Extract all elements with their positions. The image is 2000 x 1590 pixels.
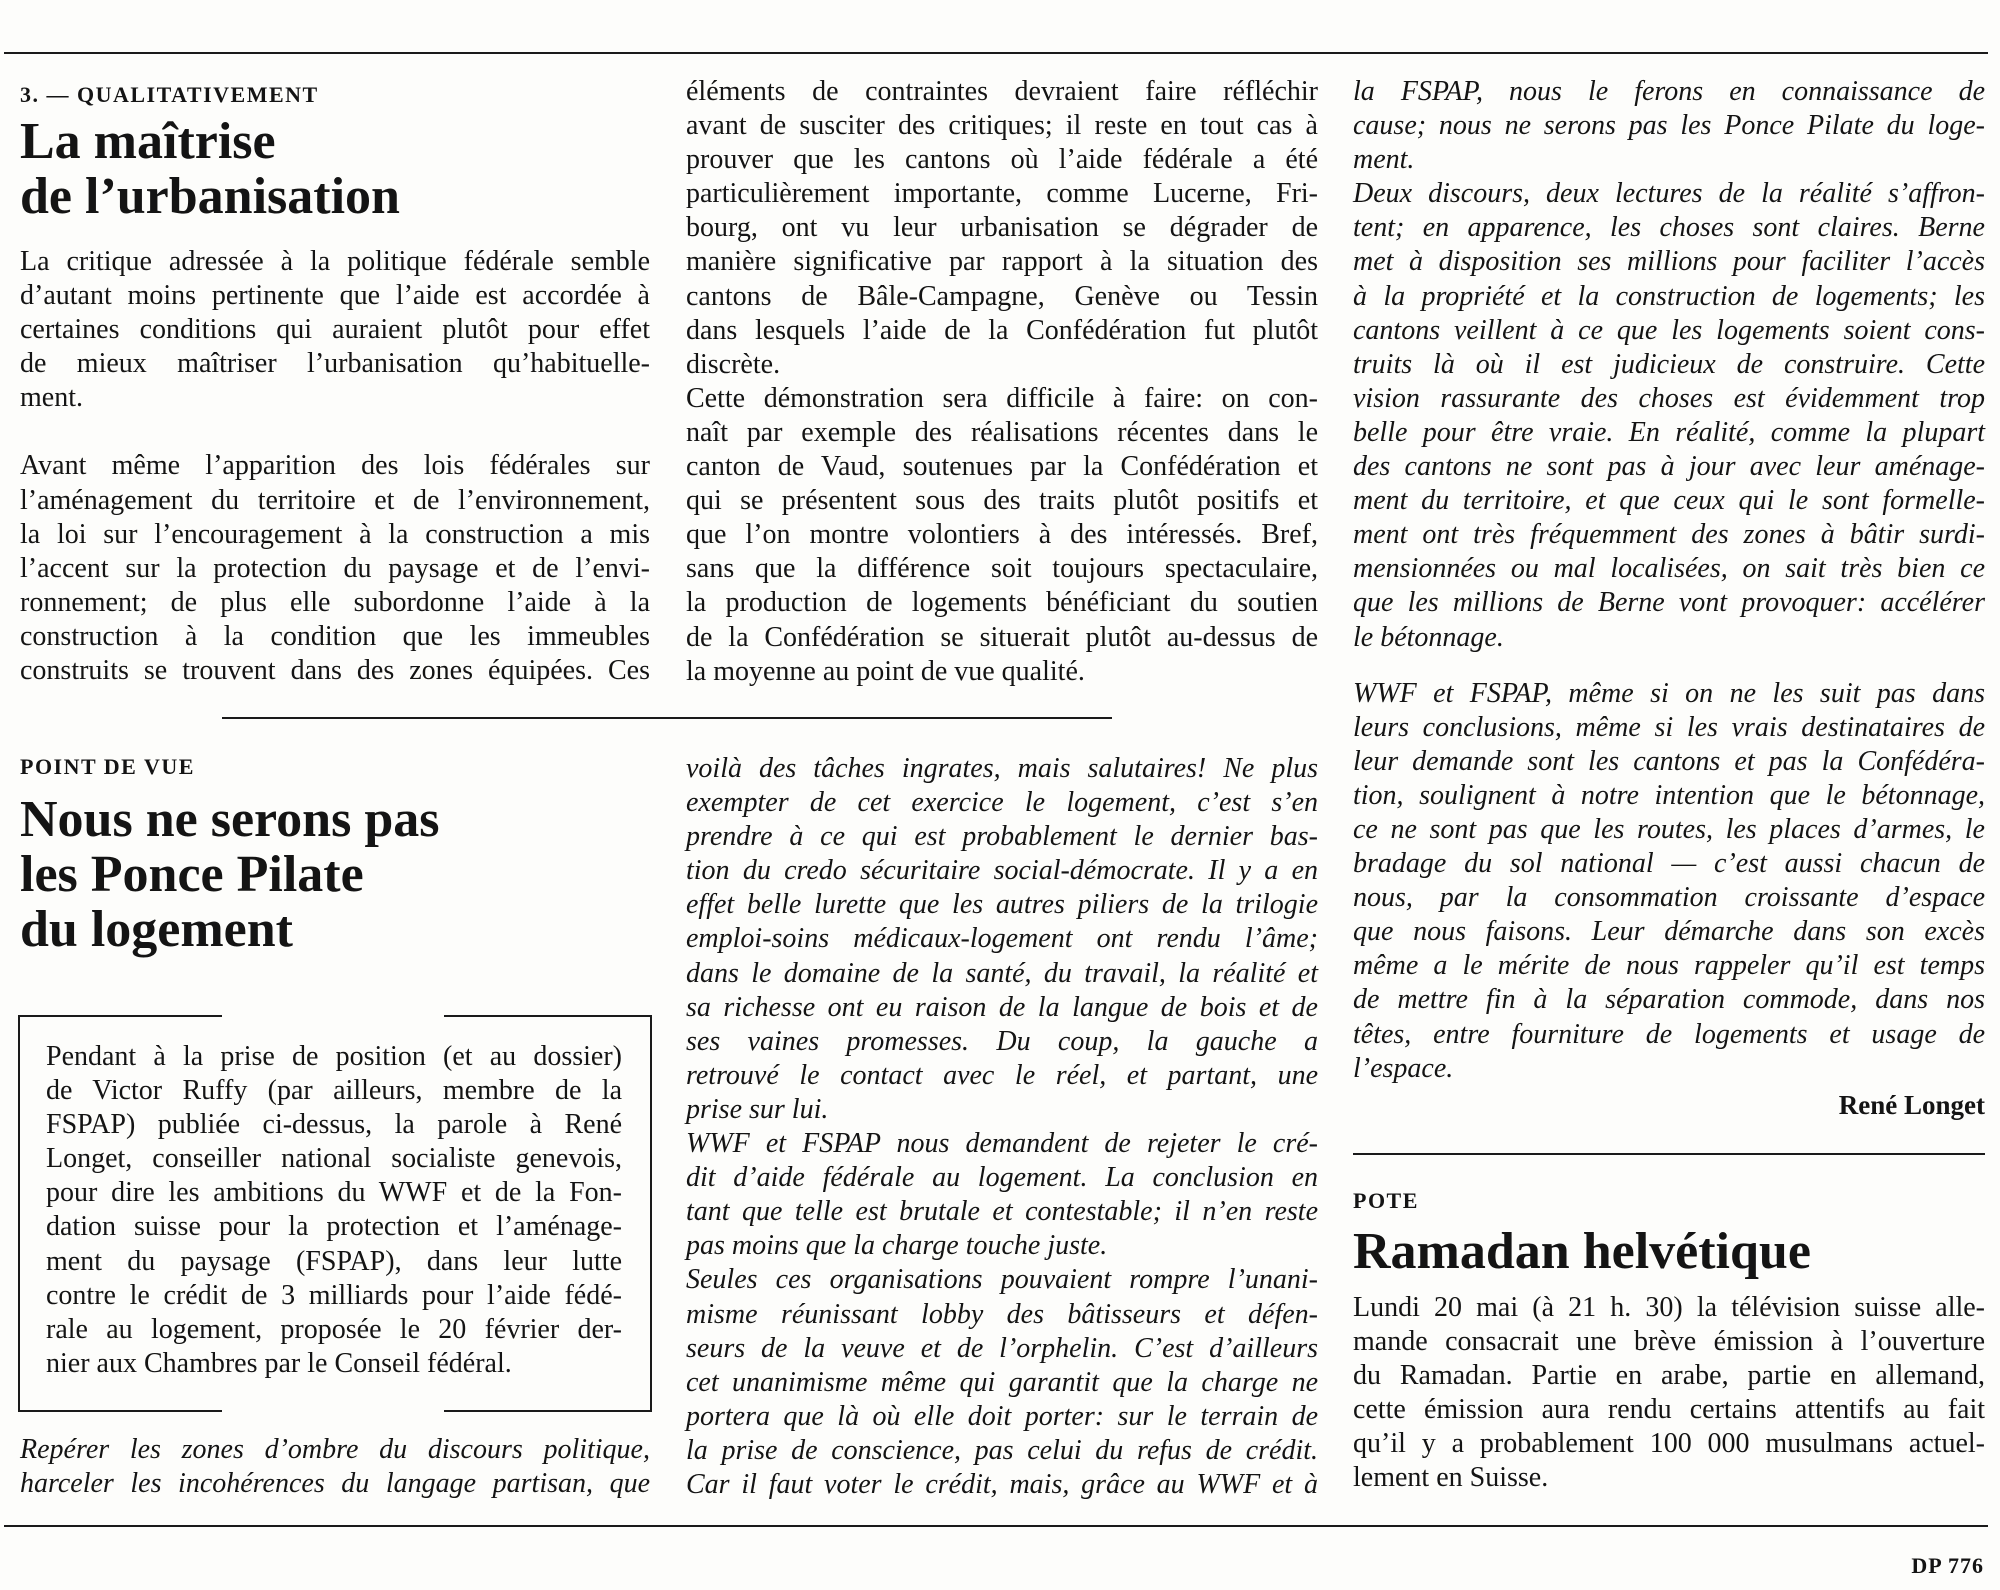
line: que l’on montre volontiers à des intéressés. Bref, [686, 519, 1318, 551]
line: bradage du sol national — c’est aussi chacun de [1353, 848, 1985, 880]
line: WWF et FSPAP nous demandent de rejeter le cré- [686, 1128, 1318, 1160]
line: de mieux maîtriser l’urbanisation qu’habituelle- [20, 348, 650, 380]
line: harceler les incohérences du langage partisan, que [20, 1468, 650, 1500]
line: effet belle lurette que les autres piliers de la trilogie [686, 889, 1318, 921]
line: cause; nous ne serons pas les Ponce Pilate du loge- [1353, 110, 1985, 142]
line: qui se présentent sous des traits plutôt positifs et [686, 485, 1318, 517]
line: ment ont très fréquemment des zones à bâtir surdi- [1353, 519, 1985, 551]
line: exempter de cet exercice le logement, c’est s’en [686, 787, 1318, 819]
line: La critique adressée à la politique fédérale semble [20, 246, 650, 277]
line: cet unanimisme même qui garantit que la charge ne [686, 1366, 1318, 1398]
line: nier aux Chambres par le Conseil fédéral. [46, 1347, 512, 1379]
bottom-rule [4, 1525, 1988, 1527]
headline-ponce-pilate-line2: les Ponce Pilate [20, 846, 364, 903]
line: Longet, conseiller national socialiste genevois, [46, 1143, 622, 1175]
line: leurs conclusions, même si les vrais destinataires de [1353, 711, 1985, 743]
headline-ponce-pilate-line3: du logement [20, 901, 293, 958]
line: portera que là où elle doit porter: sur le terrain de [686, 1400, 1318, 1432]
line: mensionnées ou mal localisées, on sait très bien ce [1353, 553, 1985, 585]
line: le bétonnage. [1353, 621, 1504, 653]
paragraph [1353, 677, 1985, 1086]
line: Deux discours, deux lectures de la réalité s’affron- [1353, 178, 1985, 210]
paragraph [1353, 177, 1985, 654]
line: prendre à ce qui est probablement le dernier bas- [686, 821, 1318, 853]
headline-ponce-pilate-line1: Nous ne serons pas [20, 791, 440, 848]
line: sans que la différence soit toujours spectaculaire, [686, 553, 1318, 585]
line: misme réunissant lobby des bâtisseurs et défen- [686, 1298, 1318, 1330]
urbanisation-col2 [686, 75, 1318, 689]
urbanisation-col1 [20, 245, 650, 688]
kicker-pote: POTE [1353, 1188, 1419, 1213]
article-ponce-pilate-header [20, 752, 660, 957]
line: sa richesse ont eu raison de la langue de bois et de [686, 991, 1318, 1023]
line: tion du credo sécuritaire social-démocrate. Il y a en [686, 855, 1318, 887]
line: nous, par la consommation croissante d’espace [1353, 882, 1985, 914]
line: naît par exemple des réalisations récentes dans le [686, 416, 1318, 448]
line: voilà des tâches ingrates, mais salutaires! Ne plus [686, 753, 1318, 784]
intro-box-gap-top [222, 1012, 444, 1020]
section-divider [222, 717, 1112, 719]
line: ronnement; de plus elle subordonne l’aide à la [20, 586, 650, 618]
line: Cette démonstration sera difficile à faire: on con- [686, 382, 1318, 414]
page-folio: DP 776 [1911, 1553, 1984, 1578]
line: ses vaines promesses. Du coup, la gauche a [686, 1025, 1318, 1057]
line: qu’il y a probablement 100 000 musulmans actuel- [1353, 1428, 1985, 1460]
line: Lundi 20 mai (à 21 h. 30) la télévision suisse alle- [1353, 1292, 1985, 1323]
line: ment du territoire, et que ceux qui le sont formelle- [1353, 485, 1985, 517]
line: même a le mérite de nous rappeler qu’il est temps [1353, 950, 1985, 982]
intro-box-text [46, 1040, 622, 1381]
line: dans lesquels l’aide de la Confédération fut plutôt [686, 314, 1318, 346]
line: truits là où il est judicieux de construire. Cette [1353, 348, 1985, 380]
intro-box-gap-bottom [222, 1406, 444, 1414]
ponce-pilate-col2 [686, 752, 1318, 1502]
line: tant que telle est brutale et contestable; il n’en reste [686, 1196, 1318, 1228]
line: que les millions de Berne vont provoquer: accélérer [1353, 587, 1985, 619]
line: Seules ces organisations pouvaient rompre l’unani- [686, 1264, 1318, 1296]
line: de la Confédération se situerait plutôt au-dessus de [686, 621, 1318, 653]
line: prise sur lui. [686, 1093, 829, 1125]
paragraph [686, 1263, 1318, 1502]
line: ce ne sont pas que les routes, les places d’armes, le [1353, 813, 1985, 845]
line: la production de logements bénéficiant du soutien [686, 587, 1318, 619]
line: de mettre fin à la séparation commode, dans nos [1353, 984, 1985, 1016]
line: de Victor Ruffy (par ailleurs, membre de la [46, 1075, 622, 1107]
paragraph [686, 75, 1318, 382]
line: lement en Suisse. [1353, 1462, 1549, 1494]
line: l’espace. [1353, 1052, 1454, 1084]
line: Repérer les zones d’ombre du discours politique, [20, 1434, 650, 1465]
line: la moyenne au point de vue qualité. [686, 655, 1085, 687]
line: leur demande sont les cantons et pas la Confédéra- [1353, 745, 1985, 777]
line: tion, soulignent à notre intention que le bétonnage, [1353, 779, 1985, 811]
paragraph [686, 382, 1318, 689]
line: Avant même l’apparition des lois fédérales sur [20, 450, 650, 482]
line: dans le domaine de la santé, du travail, la réalité et [686, 957, 1318, 989]
line: que nous faisons. Leur démarche dans son excès [1353, 916, 1985, 948]
line: Car il faut voter le crédit, mais, grâce au WWF et à [686, 1468, 1318, 1500]
paragraph [20, 245, 650, 415]
line: discrète. [686, 348, 781, 380]
line: dit d’aide fédérale au logement. La conclusion en [686, 1162, 1318, 1194]
line: prouver que les cantons où l’aide fédérale a été [686, 144, 1318, 176]
ponce-pilate-col1-tail [20, 1433, 650, 1501]
line: FSPAP) publiée ci-dessus, la parole à René [46, 1109, 622, 1141]
line: WWF et FSPAP, même si on ne les suit pas dans [1353, 677, 1985, 709]
line: avant de susciter des critiques; il reste en tout cas à [686, 110, 1318, 142]
paragraph [686, 1127, 1318, 1263]
line: bourg, ont vu leur urbanisation se dégrader de [686, 212, 1318, 244]
line: éléments de contraintes devraient faire réfléchir [686, 76, 1318, 107]
line: seurs de la veuve et de l’orphelin. C’est d’ailleurs [686, 1332, 1318, 1364]
line: dation suisse pour la protection et l’aménage- [46, 1211, 622, 1243]
author-signature: René Longet [1838, 1089, 1985, 1120]
headline-ramadan: Ramadan helvétique [1353, 1223, 1811, 1280]
line: pour dire les ambitions du WWF et de la Fon- [46, 1177, 622, 1209]
line: la loi sur l’encouragement à la construction a mis [20, 518, 650, 550]
line: l’accent sur la protection du paysage et de l’envi- [20, 552, 650, 584]
line: ment du paysage (FSPAP), dans leur lutte [46, 1245, 622, 1277]
article-ramadan [1353, 1186, 1985, 1496]
line: cantons veillent à ce que les logements soient cons- [1353, 314, 1985, 346]
line: pas moins que la charge touche juste. [686, 1230, 1108, 1262]
line: particulièrement importante, comme Lucerne, Fri- [686, 178, 1318, 210]
line: tent; en apparence, les choses sont claires. Berne [1353, 212, 1985, 244]
top-rule [4, 52, 1988, 54]
headline-urbanisation-line2: de l’urbanisation [20, 168, 400, 225]
line: du Ramadan. Partie en arabe, partie en allemand, [1353, 1360, 1985, 1392]
kicker-point-de-vue: POINT DE VUE [20, 754, 195, 779]
line: rale au logement, proposée le 20 février der- [46, 1313, 622, 1345]
pote-divider [1353, 1153, 1985, 1155]
paragraph [686, 752, 1318, 1127]
kicker-qualitativement: 3. — QUALITATIVEMENT [20, 82, 319, 107]
line: têtes, entre fourniture de logements et usage de [1353, 1018, 1985, 1050]
article-urbanisation-header [20, 80, 650, 224]
line: emploi-soins médicaux-logement ont rendu l’âme; [686, 923, 1318, 955]
line: certaines conditions qui auraient plutôt pour effet [20, 314, 650, 346]
line: à la propriété et la construction de logements; les [1353, 280, 1985, 312]
headline-urbanisation-line1: La maîtrise [20, 113, 276, 170]
line: retrouvé le contact avec le réel, et partant, une [686, 1059, 1318, 1091]
line: cantons de Bâle-Campagne, Genève ou Tessin [686, 280, 1318, 312]
line: ment. [1353, 144, 1415, 176]
line: vision rassurante des choses est évidemment trop [1353, 382, 1985, 414]
line: la FSPAP, nous le ferons en connaissance de [1353, 76, 1985, 107]
line: construits se trouvent dans des zones équipées. Ces [20, 655, 650, 687]
line: canton de Vaud, soutenues par la Confédération et [686, 451, 1318, 483]
line: d’autant moins pertinente que l’aide est accordée à [20, 280, 650, 312]
ponce-pilate-col3 [1353, 75, 1985, 1121]
line: manière significative par rapport à la situation des [686, 246, 1318, 278]
paragraph [20, 449, 650, 688]
line: ment. [20, 382, 83, 414]
line: met à disposition ses millions pour faciliter l’accès [1353, 246, 1985, 278]
line: contre le crédit de 3 milliards pour l’aide fédé- [46, 1279, 622, 1311]
line: cette émission aura rendu certains attentifs au fait [1353, 1394, 1985, 1426]
line: belle pour être vraie. En réalité, comme la plupart [1353, 416, 1985, 448]
line: des cantons ne sont pas à jour avec leur aménage- [1353, 451, 1985, 483]
line: l’aménagement du territoire et de l’environnement, [20, 484, 650, 516]
line: mande consacrait une brève émission à l’ouverture [1353, 1326, 1985, 1358]
line: construction à la condition que les immeubles [20, 620, 650, 652]
line: la prise de conscience, pas celui du refus de crédit. [686, 1434, 1318, 1466]
line: Pendant à la prise de position (et au dossier) [46, 1041, 622, 1072]
paragraph [1353, 75, 1985, 177]
